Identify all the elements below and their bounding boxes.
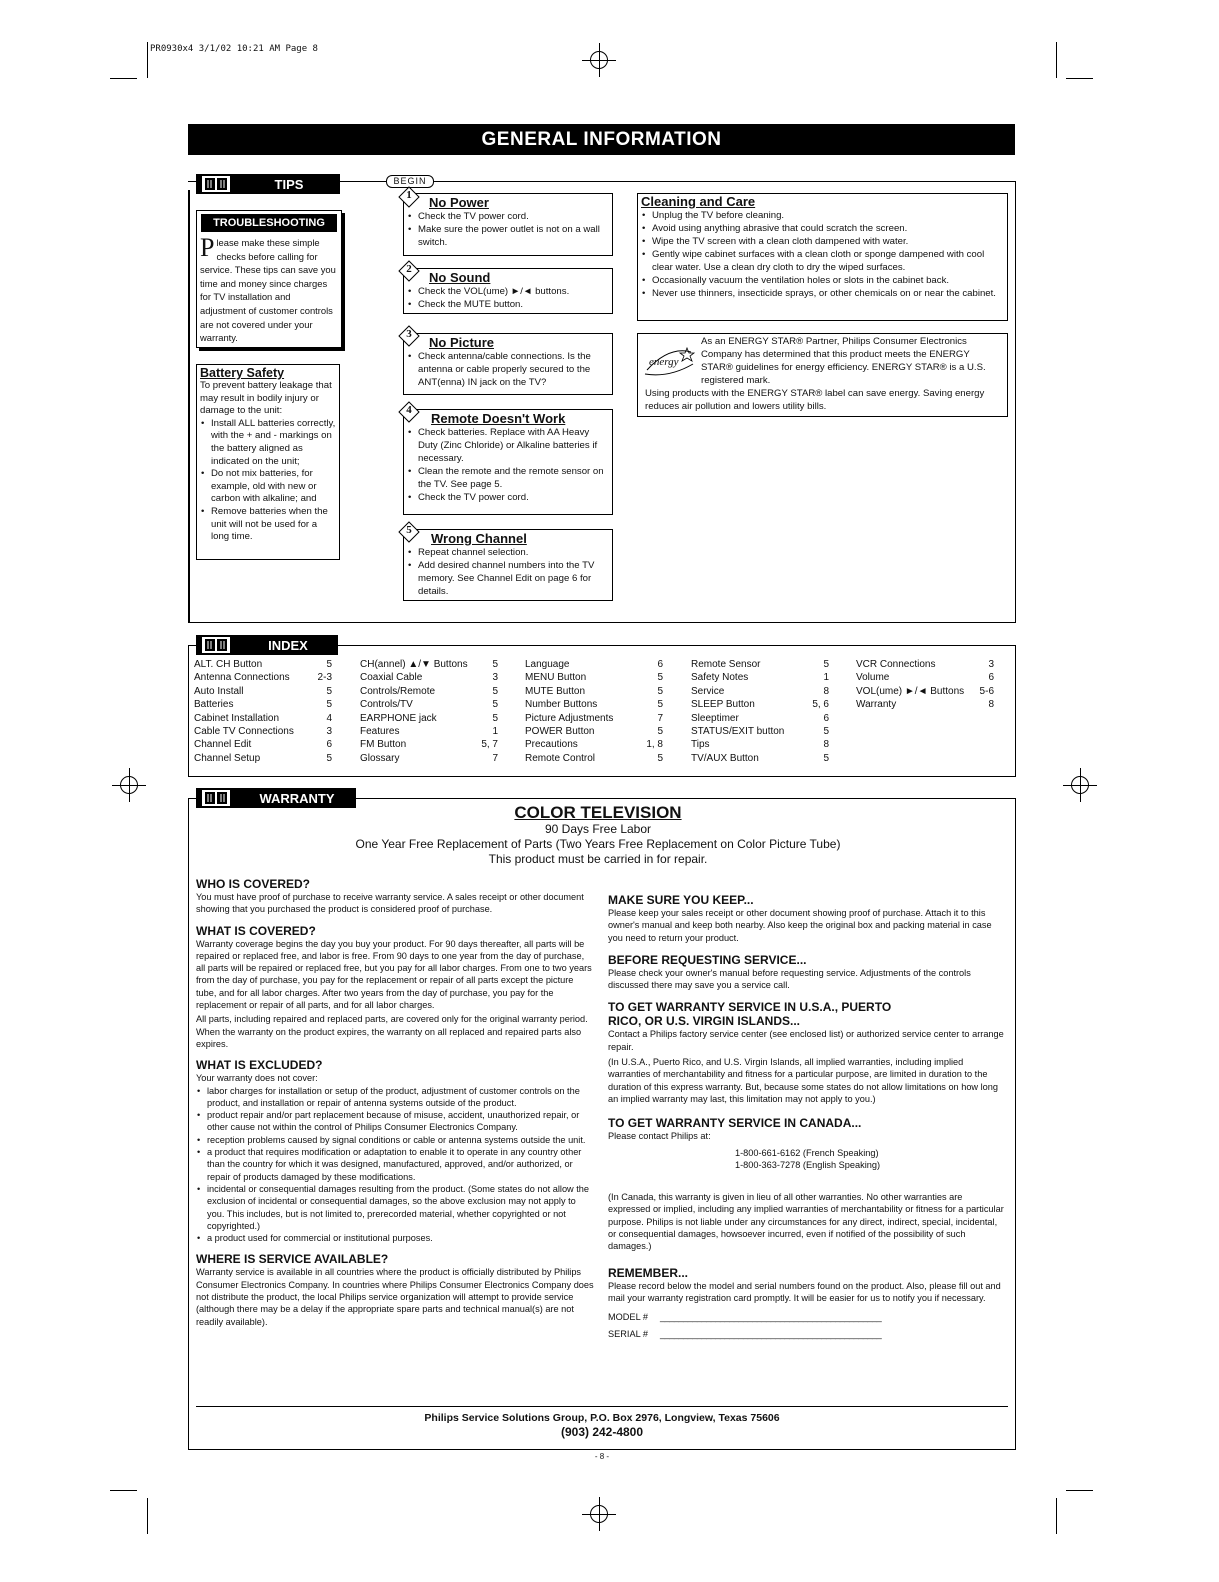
step-number-badge: 5 xyxy=(398,521,420,543)
index-entry[interactable]: Remote Sensor 5 xyxy=(691,659,829,670)
phone-english: 1-800-363-7278 (English Speaking) xyxy=(735,1159,881,1170)
troubleshooting-box xyxy=(196,210,342,348)
list-item: • Avoid using anything abrasive that could scratch the screen. xyxy=(641,222,1004,235)
registration-mark xyxy=(582,43,616,77)
problem-list xyxy=(407,210,609,249)
section-text: All parts, including repaired and replaced parts, are covered only for the original warranty period. When the warranty on the product expires, the warranty on all replaced and repaired parts also expires. xyxy=(196,1014,588,1049)
index-entry[interactable]: Service 8 xyxy=(691,685,829,697)
warranty-carry-in: This product must be carried in for repair. xyxy=(488,852,708,866)
serial-blank: ________________________________________________ xyxy=(660,1328,882,1339)
footer-phone: (903) 242-4800 xyxy=(560,1425,644,1439)
troubleshooting-title: TROUBLESHOOTING xyxy=(201,214,337,232)
problem-list xyxy=(407,426,609,504)
section-text: Please check your owner's manual before requesting service. Adjustments of the controls discussed there may save you a service call. xyxy=(608,967,971,991)
list-item: • Clean the remote and the remote sensor on the TV. See page 5. xyxy=(407,465,609,491)
index-entry[interactable]: Glossary 7 xyxy=(360,752,498,764)
excluded-list xyxy=(196,1085,594,1245)
section-text: You must have proof of purchase to receive warranty service. A sales receipt or other document showing that you purchased the product is considered proof of purchase. xyxy=(196,892,584,915)
problem-box-wrong-channel xyxy=(403,529,613,601)
print-slug: PR0930x4 3/1/02 10:21 AM Page 8 xyxy=(150,44,318,54)
problem-box-no-sound xyxy=(403,268,613,314)
index-entry[interactable]: POWER Button 5 xyxy=(525,726,663,738)
problem-title: Remote Doesn't Work xyxy=(431,411,566,426)
dropcap: P xyxy=(200,233,215,262)
index-entry[interactable]: Language 6 xyxy=(525,659,663,670)
list-item: • Repeat channel selection. xyxy=(407,546,609,559)
energy-logo-text: energy xyxy=(649,356,679,368)
index-entry[interactable]: VCR Connections 3 xyxy=(856,659,994,670)
index-entry[interactable]: VOL(ume) ►/◄ Buttons 5-6 xyxy=(856,685,994,697)
index-entry[interactable]: Auto Install 5 xyxy=(194,685,332,697)
serial-field[interactable] xyxy=(608,1328,1006,1340)
index-entry[interactable]: Warranty 8 xyxy=(856,699,994,711)
index-entry[interactable]: CH(annel) ▲/▼ Buttons 5 xyxy=(360,659,498,670)
step-number-badge: 2 xyxy=(398,260,420,282)
index-column xyxy=(856,658,994,712)
problem-list xyxy=(407,285,609,311)
book-icon xyxy=(202,637,230,653)
energy-star-logo xyxy=(643,344,695,378)
warranty-left-column xyxy=(196,877,594,1328)
crop-mark xyxy=(147,42,148,78)
list-item: • Check the TV power cord. xyxy=(407,491,609,504)
index-entry[interactable]: Channel Setup 5 xyxy=(194,752,332,764)
phone-french: 1-800-661-6162 (French Speaking) xyxy=(735,1147,879,1158)
troubleshooting-text: Please make these simple checks before calling for service. These tips can save you time and money since charges for TV installation and adjustment of customer controls are not covered under your warranty. xyxy=(200,233,336,344)
list-item: • Check the MUTE button. xyxy=(407,298,609,311)
index-entry[interactable]: Volume 6 xyxy=(856,672,994,684)
cleaning-title: Cleaning and Care xyxy=(641,194,756,209)
battery-list xyxy=(200,418,336,544)
index-entry[interactable]: TV/AUX Button 5 xyxy=(691,752,829,764)
crop-mark xyxy=(1066,1490,1093,1491)
step-number-badge: 1 xyxy=(398,186,420,208)
index-entry[interactable]: Picture Adjustments 7 xyxy=(525,712,663,724)
list-item: • Check the TV power cord. xyxy=(407,210,609,223)
section-text: Please record below the model and serial numbers found on the product. Also, please fill out and mail your warranty registration card promptly. It will be easier for us to notify you if necessary. xyxy=(608,1280,1001,1303)
problem-title: No Sound xyxy=(429,270,491,285)
section-heading: BEFORE REQUESTING SERVICE... xyxy=(608,952,807,967)
warranty-heading: COLOR TELEVISION xyxy=(514,803,682,822)
list-item: • Do not mix batteries, for example, old with new or carbon with alkaline; and xyxy=(200,468,336,506)
list-item: • Remove batteries when the unit will not be used for a long time. xyxy=(200,506,336,544)
crop-mark xyxy=(110,1490,137,1491)
page-number: - 8 - xyxy=(594,1452,610,1461)
warranty-parts: One Year Free Replacement of Parts (Two Years Free Replacement on Color Picture Tube) xyxy=(355,837,841,851)
list-item: • Occasionally vacuum the ventilation holes or slots in the cabinet back. xyxy=(641,274,1004,287)
energy-text-2: Using products with the ENERGY STAR® label can save energy. Saving energy reduces air pollution and lowers utility bills. xyxy=(645,388,985,412)
footer-address: Philips Service Solutions Group, P.O. Box 2976, Longview, Texas 75606 xyxy=(424,1412,780,1424)
index-entry[interactable]: Channel Edit 6 xyxy=(194,739,332,751)
section-text: Warranty service is available in all countries where the product is officially distributed by Philips Consumer Electronics Company. In countries where Philips Consumer Electronics Company does not distribute the product, the local Philips service organization will attempt to provide service (although there may be a delay if the appropriate spare parts and technical manual(s) are not readily available). xyxy=(196,1267,594,1327)
warranty-labor: 90 Days Free Labor xyxy=(544,822,652,836)
section-heading: WHAT IS EXCLUDED? xyxy=(196,1058,323,1073)
model-field[interactable] xyxy=(608,1311,1006,1323)
crop-mark xyxy=(1066,78,1093,79)
index-entry[interactable]: MUTE Button 5 xyxy=(525,685,663,697)
registration-mark xyxy=(1063,768,1097,802)
section-text: Your warranty does not cover: xyxy=(196,1073,318,1084)
index-entry[interactable]: Controls/TV 5 xyxy=(360,699,498,711)
warranty-right-column xyxy=(608,893,1006,1340)
index-entry[interactable]: Batteries 5 xyxy=(194,699,332,711)
tips-tab-label: TIPS xyxy=(274,176,304,192)
index-entry[interactable]: STATUS/EXIT button 5 xyxy=(691,726,829,738)
problem-title: Wrong Channel xyxy=(431,531,527,546)
problem-box-no-picture xyxy=(403,333,613,395)
section-text: Contact a Philips factory service center (see enclosed list) or authorized service center to arrange repair. xyxy=(608,1029,1004,1052)
cleaning-list xyxy=(641,209,1004,300)
index-entry[interactable]: ALT. CH Button 5 xyxy=(194,659,332,670)
section-heading: WHAT IS COVERED? xyxy=(196,923,316,938)
index-entry[interactable]: Number Buttons 5 xyxy=(525,699,663,711)
index-entry[interactable]: Cabinet Installation 4 xyxy=(194,712,332,724)
index-column xyxy=(194,658,332,765)
problem-list xyxy=(407,546,609,598)
list-item: • Wipe the TV screen with a clean cloth dampened with water. xyxy=(641,235,1004,248)
index-entry[interactable]: Antenna Connections 2-3 xyxy=(194,672,332,684)
list-item: • Make sure the power outlet is not on a wall switch. xyxy=(407,223,609,249)
index-tab-label: INDEX xyxy=(268,637,308,653)
energy-text-1: As an ENERGY STAR® Partner, Philips Consumer Electronics Company has determined that this product meets the ENERGY STAR® guidelines for energy efficiency. ENERGY STAR® is a U.S. registered mark. xyxy=(701,336,986,386)
index-tab xyxy=(196,635,338,655)
index-entry[interactable]: Coaxial Cable 3 xyxy=(360,672,498,684)
index-entry[interactable]: Features 1 xyxy=(360,726,498,738)
serial-label: SERIAL # xyxy=(608,1328,649,1339)
section-text: Please keep your sales receipt or other document showing proof of purchase. Attach it to this owner's manual and keep both nearby. Also keep the original box and packing material in case you need to return your product. xyxy=(608,908,992,943)
begin-label: BEGIN xyxy=(386,175,434,188)
section-text: (In U.S.A., Puerto Rico, and U.S. Virgin Islands, all implied warranties, including implied warranties of merchantability and fitness for a particular purpose, are limited in duration to the duration of this express warranty. But, because some states do not allow limitations on how long an implied warranty may last, this limitation may not apply to you.) xyxy=(608,1057,998,1104)
battery-intro: To prevent battery leakage that may result in bodily injury or damage to the unit: xyxy=(200,380,332,417)
list-item: • a product used for commercial or institutional purposes. xyxy=(196,1232,594,1244)
index-entry[interactable]: SLEEP Button 5, 6 xyxy=(691,699,829,711)
list-item: • Check the VOL(ume) ►/◄ buttons. xyxy=(407,285,609,298)
warranty-tab-label: WARRANTY xyxy=(259,790,335,806)
list-item: • Check antenna/cable connections. Is the antenna or cable properly secured to the ANT(enna) IN jack on the TV? xyxy=(407,350,609,389)
list-item: • Check batteries. Replace with AA Heavy Duty (Zinc Chloride) or Alkaline batteries if necessary. xyxy=(407,426,609,465)
crop-mark xyxy=(1056,1498,1057,1534)
book-icon xyxy=(202,176,230,192)
energy-star-box xyxy=(637,333,1008,417)
section-heading: WHO IS COVERED? xyxy=(196,877,311,891)
registration-mark xyxy=(582,1497,616,1531)
section-text: Please contact Philips at: xyxy=(608,1131,711,1142)
tips-left-rule xyxy=(188,190,190,623)
page-title: GENERAL INFORMATION xyxy=(188,124,1015,155)
section-heading: REMEMBER... xyxy=(608,1265,689,1280)
index-entry[interactable]: Cable TV Connections 3 xyxy=(194,726,332,738)
list-item: • incidental or consequential damages resulting from the product. (Some states do not allow the exclusion of incidental or consequential damages, so the above exclusion may not apply to you. This includes, but is not limited to, prerecorded material, whether copyrighted or not copyrighted.) xyxy=(196,1183,594,1232)
step-number-badge: 3 xyxy=(398,325,420,347)
list-item: • labor charges for installation or setup of the product, adjustment of customer controls on the product, and installation or repair of antenna systems outside of the product. xyxy=(196,1085,594,1110)
list-item: • Add desired channel numbers into the TV memory. See Channel Edit on page 6 for details. xyxy=(407,559,609,598)
list-item: • Never use thinners, insecticide sprays, or other chemicals on or near the cabinet. xyxy=(641,287,1004,300)
list-item: • Gently wipe cabinet surfaces with a clean cloth or sponge dampened with cool clear water. Use a clean dry cloth to dry the wiped surfaces. xyxy=(641,248,1004,274)
problem-box-no-power xyxy=(403,193,613,256)
crop-mark xyxy=(1056,42,1057,78)
section-heading: MAKE SURE YOU KEEP... xyxy=(608,893,754,907)
section-text: Warranty coverage begins the day you buy your product. For 90 days thereafter, all parts will be repaired or replaced free, and labor is free. From 90 days to one year from the day of purchase, all parts will be repaired or replaced free, but you pay for all labor charges. From one to two years from the day of purchase, you pay for the replacement or repair of all parts except the picture tube, and for all labor charges. After two years from the day of purchase, you pay for the replacement or repair of all parts, and for all labor charges. xyxy=(196,938,592,1011)
index-entry[interactable]: EARPHONE jack 5 xyxy=(360,712,498,724)
index-column xyxy=(360,658,498,765)
index-entry[interactable]: Controls/Remote 5 xyxy=(360,685,498,697)
section-text: (In Canada, this warranty is given in lieu of all other warranties. No other warranties are expressed or implied, including any implied warranties of merchantability or fitness for a particular purpose. Philips is not liable under any circumstances for any direct, indirect, special, incidental, or consequential damages, howsoever incurred, even if notified of the possibility of such damages.) xyxy=(608,1192,1004,1252)
tips-tab xyxy=(196,174,340,194)
section-heading: WHERE IS SERVICE AVAILABLE? xyxy=(196,1252,389,1267)
registration-mark xyxy=(112,768,146,802)
cleaning-care-box xyxy=(637,193,1008,321)
index-entry[interactable]: Precautions 1, 8 xyxy=(525,739,663,751)
list-item: • Unplug the TV before cleaning. xyxy=(641,209,1004,222)
problem-title: No Picture xyxy=(429,335,495,350)
problem-list xyxy=(407,350,609,389)
index-column xyxy=(525,658,663,765)
index-entry[interactable]: FM Button 5, 7 xyxy=(360,739,498,751)
index-entry[interactable]: Safety Notes 1 xyxy=(691,672,829,684)
crop-mark xyxy=(110,78,137,79)
battery-safety-title: Battery Safety xyxy=(200,366,285,380)
index-entry[interactable]: Sleeptimer 6 xyxy=(691,712,829,724)
problem-title: No Power xyxy=(429,195,489,210)
section-heading: TO GET WARRANTY SERVICE IN U.S.A., PUERTO RICO, OR U.S. VIRGIN ISLANDS... xyxy=(608,1000,892,1029)
step-number-badge: 4 xyxy=(398,401,420,423)
battery-safety-box xyxy=(196,364,340,560)
list-item: • product repair and/or part replacement because of misuse, accident, unauthorized repair, or other cause not within the control of Philips Consumer Electronics Company. xyxy=(196,1109,594,1134)
problem-box-remote xyxy=(403,409,613,515)
index-entry[interactable]: Remote Control 5 xyxy=(525,752,663,764)
index-entry[interactable]: Tips 8 xyxy=(691,739,829,751)
footer-rule xyxy=(196,1406,1008,1407)
list-item: • Install ALL batteries correctly, with the + and - markings on the battery aligned as indicated on the unit; xyxy=(200,418,336,468)
list-item: • reception problems caused by signal conditions or cable or antenna systems outside the unit. xyxy=(196,1134,594,1146)
index-column xyxy=(691,658,829,765)
model-label: MODEL # xyxy=(608,1312,648,1323)
list-item: • a product that requires modification or adaptation to enable it to operate in any country other than the country for which it was designed, manufactured, approved, and/or authorized, or repair of products damaged by these modifications. xyxy=(196,1146,594,1183)
section-heading: TO GET WARRANTY SERVICE IN CANADA... xyxy=(608,1116,862,1131)
model-blank: ________________________________________________ xyxy=(660,1312,882,1323)
index-entry[interactable]: MENU Button 5 xyxy=(525,672,663,684)
crop-mark xyxy=(147,1498,148,1534)
